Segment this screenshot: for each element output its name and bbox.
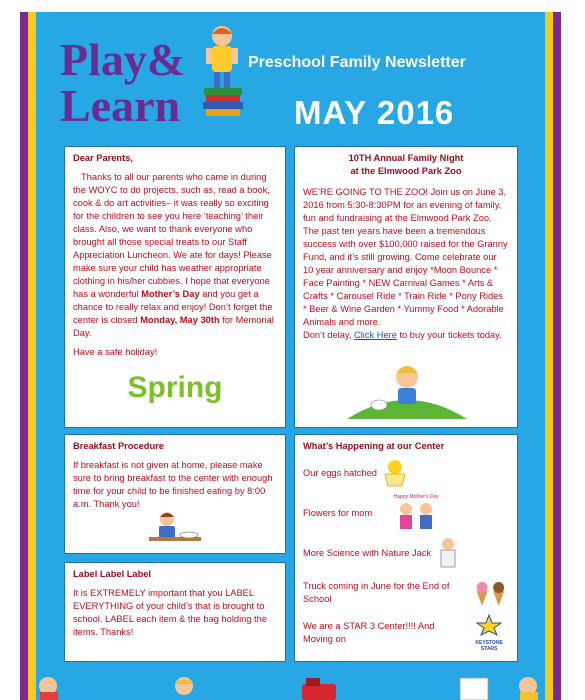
happening-item-star: We are a STAR 3 Center!!!! And Moving on KEYSTONE STARS (303, 613, 509, 653)
happening-heading: What’s Happening at our Center (303, 441, 445, 451)
issue-date: MAY 2016 (294, 94, 455, 131)
label-body: It is EXTREMELY important that you LABEL EVERYTHING of your child’s that is brought to school. LABEL each item & the bag holding the items. Thanks! (73, 588, 267, 637)
family-night-body: WE’RE GOING TO THE ZOO! Join us on June 3, 2016 from 5:30-8:30PM for an evening of family, fun and fundraising at the Elmwood Park Zoo. The past ten years have been a tremendous success with over $100,000 raised for the Granny Fund, and it’s still growing. Come celebrate our 10 year anniversary and enjoy *Moon Bounce * Face Painting * NEW Carnival Games * Arts & Crafts * Carousel Ride * Train Ride * Pony Rides * Beer & Wine Garden * Yummy Food * Adorable Animals and more. (303, 187, 508, 327)
newsletter-title: Preschool Family Newsletter (248, 54, 466, 71)
mothers-day-text: Mother’s Day (141, 289, 200, 299)
child-eating-icon (145, 509, 205, 547)
ice-cream-icon (472, 577, 509, 609)
chick-icon (383, 458, 407, 488)
spring-art: Spring (127, 371, 223, 404)
happening-item-flowers: Flowers for mom Happy Mother's Day (303, 493, 509, 533)
click-here-link[interactable]: Click Here (354, 330, 397, 340)
breakfast-box (64, 434, 286, 554)
dear-parents-heading: Dear Parents, (73, 153, 133, 163)
family-night-title: 10TH Annual Family Night at the Elmwood Park Zoo (348, 153, 464, 176)
dear-parents-closing: Have a safe holiday! (73, 347, 158, 357)
label-box (64, 562, 286, 662)
newsletter-header (58, 20, 536, 138)
dear-parents-box (64, 146, 286, 428)
happening-box (294, 434, 518, 662)
scientist-icon (437, 537, 459, 569)
breakfast-heading: Breakfast Procedure (73, 441, 164, 451)
dear-parents-body: Thanks to all our parents who came in during the WOYC to do projects, such as, read a book, cook & do art activities– it was really so exciting for the children to see you here ‘teaching’ their class. Also, we want to thank everyone who brought all those special treats to our Staff Appreciation Luncheon. We ate for days! Please make sure your child has weather appropriate clothing in his/her cubbies. I hope that everyone has a wonderful Mother’s Day and you get a chance to really relax and enjoy! Don’t forget the center is closed Monday, May 30th for Memorial Day. (73, 172, 274, 338)
happening-item-science: More Science with Nature Jack (303, 533, 509, 573)
left-yellow-strip (28, 12, 36, 700)
family-night-box (294, 146, 518, 428)
logo-line-1: Play& (60, 34, 186, 85)
left-purple-strip (20, 12, 28, 700)
kid-on-books-icon (200, 22, 246, 118)
logo-line-2: Learn (60, 80, 181, 131)
happening-item-eggs: Our eggs hatched (303, 453, 509, 493)
star-icon (476, 614, 502, 636)
mothers-day-card-icon: Happy Mother's Day (388, 494, 444, 532)
family-night-cta: Don’t delay, Click Here to buy your tickets today. (303, 330, 502, 340)
happening-item-truck: Truck coming in June for the End of School (303, 573, 509, 613)
breakfast-body: If breakfast is not given at home, please make sure to bring breakfast to the center with enough time for your child to be finished eating by 8:00 a.m. Thank you! (73, 460, 273, 509)
right-purple-strip (553, 12, 561, 700)
footer-decoration (36, 670, 545, 700)
play-learn-logo (58, 30, 248, 140)
label-heading: Label Label Label (73, 569, 152, 579)
closed-date-text: Monday, May 30th (140, 315, 220, 325)
right-yellow-strip (545, 12, 553, 700)
keystone-stars-badge: KEYSTONE STARS (469, 614, 509, 652)
boy-on-hill-icon (347, 361, 467, 419)
